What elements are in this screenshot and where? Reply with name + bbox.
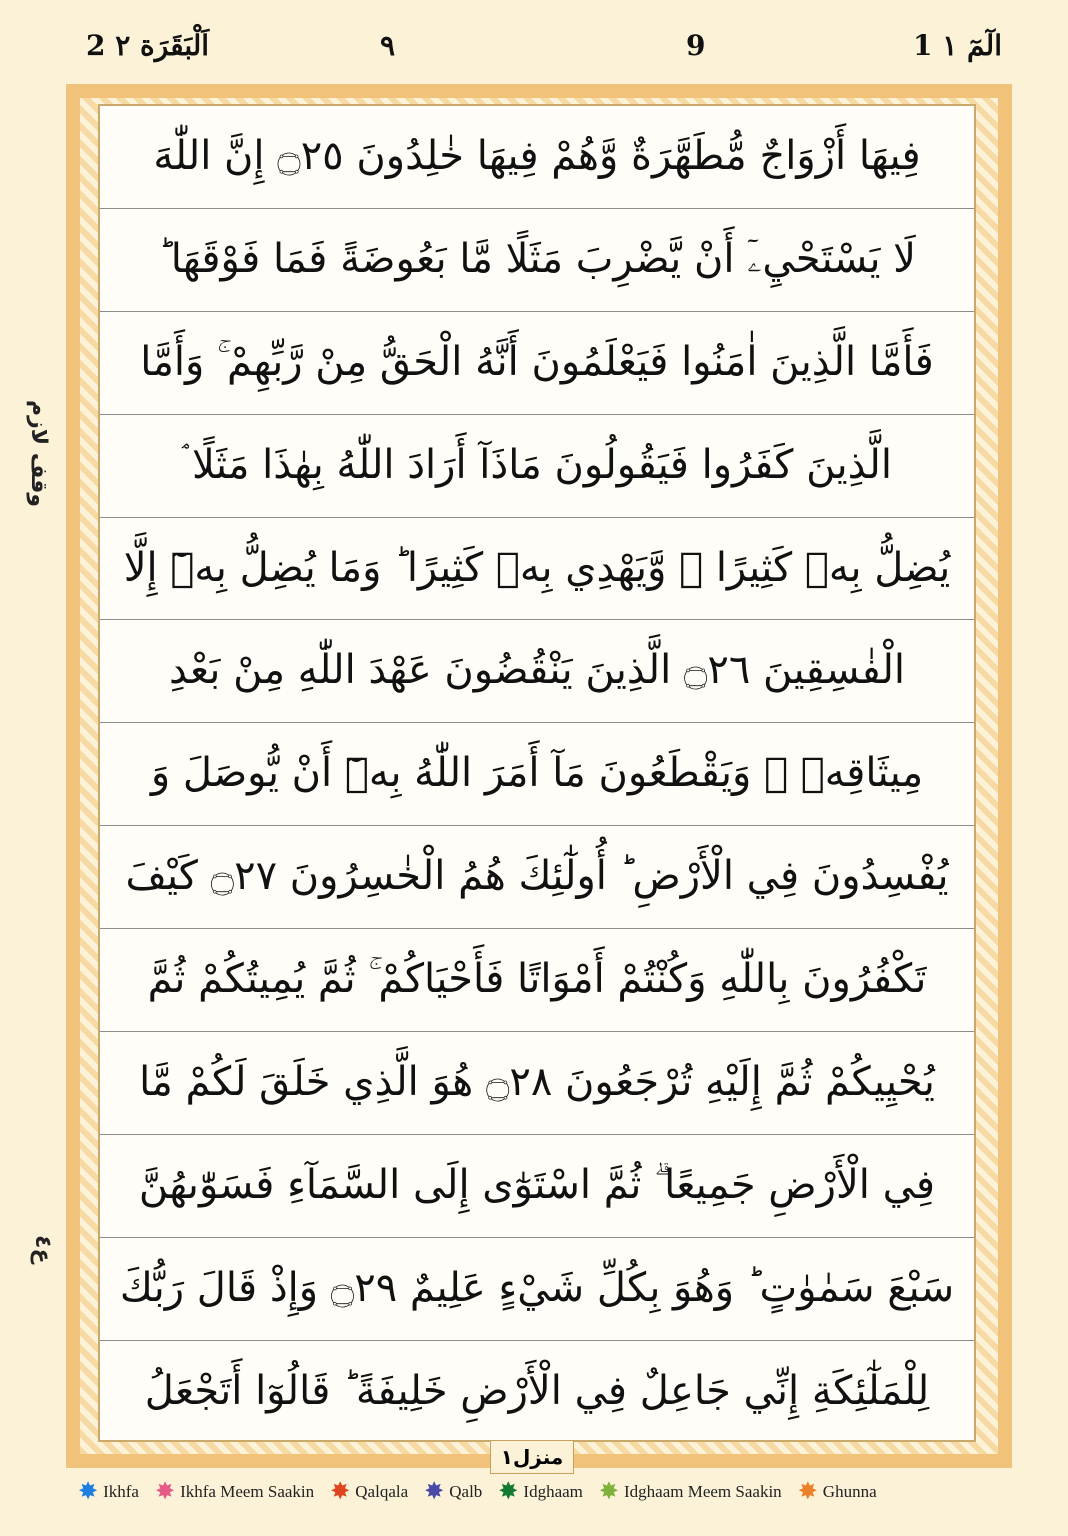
star-icon: ✸: [154, 1479, 176, 1505]
legend-label: Qalqala: [355, 1482, 409, 1501]
verse-line: يُحْيِيكُمْ ثُمَّ إِلَيْهِ تُرْجَعُونَ ۝٢٨ هُوَ الَّذِي خَلَقَ لَكُمْ مَّا: [100, 1032, 974, 1135]
star-icon: ✸: [498, 1479, 519, 1505]
legend-item: [797, 1479, 877, 1505]
verse-line: يُفْسِدُونَ فِي الْأَرْضِ ؕ أُولٰٓئِكَ هُمُ الْخٰسِرُونَ ۝٢٧ كَيْفَ: [100, 826, 974, 929]
legend-item: [498, 1479, 583, 1505]
para-label: 1 الٓمٓ ١: [913, 29, 1002, 62]
manzil-label: منزل١: [490, 1440, 574, 1474]
star-icon: ✸: [78, 1479, 99, 1505]
legend-label: Idghaam Meem Saakin: [624, 1482, 782, 1501]
legend-label: Idghaam: [523, 1482, 583, 1501]
star-icon: ✸: [424, 1479, 445, 1505]
quran-text-panel: [98, 104, 976, 1442]
verse-line: يُضِلُّ بِهٖ كَثِيرًا ۙ وَّيَهْدِي بِهٖ كَثِيرًا ؕ وَمَا يُضِلُّ بِهٖٓ إِلَّا: [100, 518, 974, 621]
star-icon: ✸: [797, 1479, 818, 1505]
legend-item: [154, 1479, 315, 1505]
page-number-arabic: ٩: [380, 29, 396, 62]
verse-line: مِيثَاقِهٖ ۪ وَيَقْطَعُونَ مَآ أَمَرَ اللّٰهُ بِهٖٓ أَنْ يُّوصَلَ وَ: [100, 723, 974, 826]
verse-line: لِلْمَلٰٓئِكَةِ إِنِّي جَاعِلٌ فِي الْأَرْضِ خَلِيفَةً ؕ قَالُوٓا أَتَجْعَلُ: [144, 1367, 930, 1414]
verse-line: فِيهَا أَزْوَاجٌ مُّطَهَّرَةٌ وَّهُمْ فِيهَا خٰلِدُونَ ۝٢٥ إِنَّ اللّٰهَ: [100, 106, 974, 209]
tajweed-legend: [78, 1479, 877, 1505]
verse-line: سَبْعَ سَمٰوٰتٍ ؕ وَهُوَ بِكُلِّ شَيْءٍ عَلِيمٌ ۝٢٩ وَإِذْ قَالَ رَبُّكَ: [100, 1238, 974, 1341]
legend-label: Ikhfa Meem Saakin: [180, 1482, 315, 1501]
legend-label: Qalb: [449, 1482, 483, 1501]
verse-line: فِي الْأَرْضِ جَمِيعًا ۗ ثُمَّ اسْتَوٰٓى إِلَى السَّمَآءِ فَسَوّٰىهُنَّ: [100, 1135, 974, 1238]
verse-line: الْفٰسِقِينَ ۝٢٦ الَّذِينَ يَنْقُضُونَ عَهْدَ اللّٰهِ مِنْ بَعْدِ: [100, 620, 974, 723]
verse-line: الَّذِينَ كَفَرُوا فَيَقُولُونَ مَاذَآ أَرَادَ اللّٰهُ بِهٰذَا مَثَلًا ۘ: [100, 415, 974, 518]
page-number-latin: 9: [686, 29, 706, 62]
verse-line: فَأَمَّا الَّذِينَ اٰمَنُوا فَيَعْلَمُونَ أَنَّهُ الْحَقُّ مِنْ رَّبِّهِمْ ۚ وَأَمَّا: [100, 312, 974, 415]
legend-item: [330, 1479, 409, 1505]
legend-label: Ikhfa: [103, 1482, 139, 1501]
legend-label: Ghunna: [822, 1482, 877, 1501]
star-icon: ✸: [598, 1479, 619, 1505]
legend-item: [424, 1479, 483, 1505]
verse-line: تَكْفُرُونَ بِاللّٰهِ وَكُنْتُمْ أَمْوَاتًا فَأَحْيَاكُمْ ۚ ثُمَّ يُمِيتُكُمْ ثُمَّ: [100, 929, 974, 1032]
waqf-lazim-note: وقف لازم: [26, 400, 51, 508]
surah-label: 2 اَلْبَقَرَة ٢: [86, 29, 210, 62]
ruku-marker: ع٤: [30, 1235, 55, 1264]
star-icon: ✸: [330, 1479, 351, 1505]
verse-line: لَا يَسْتَحْيِۦٓ أَنْ يَّضْرِبَ مَثَلًا مَّا بَعُوضَةً فَمَا فَوْقَهَا ؕ: [100, 209, 974, 312]
legend-item: [598, 1479, 782, 1505]
legend-item: [78, 1479, 139, 1505]
